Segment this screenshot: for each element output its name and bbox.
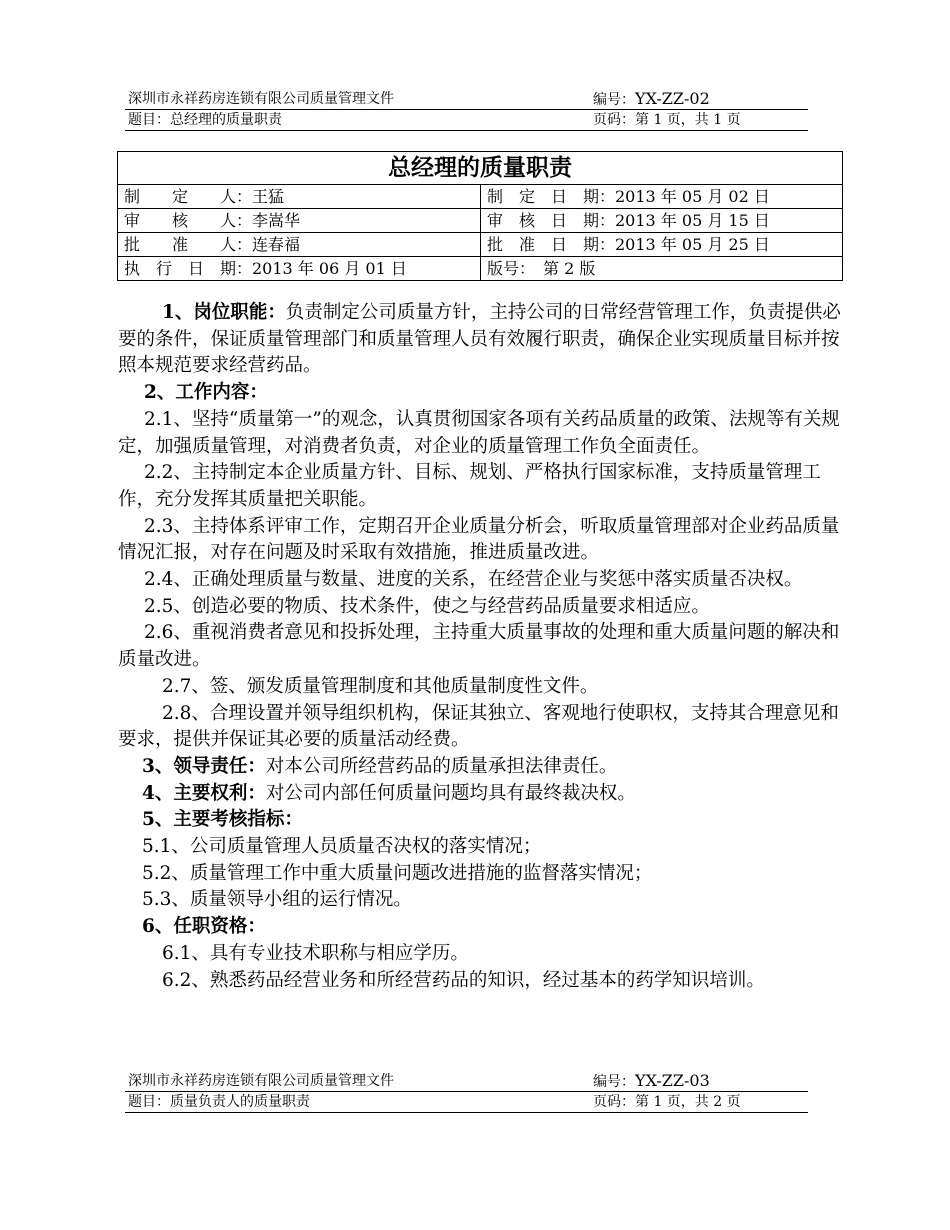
page-info: 页码：第 1 页，共 1 页 (593, 112, 741, 128)
paragraph-2-4: 2.4、正确处理质量与数量、进度的关系，在经营企业与奖惩中落实质量否决权。 (144, 569, 803, 591)
code-label: 编号： (593, 92, 635, 108)
document-code (593, 89, 710, 110)
paragraph-2-8: 2.8、合理设置并领导组织机构，保证其独立、客观地行使职权，支持其合理意见和要求，提供并保证其必要的质量活动经费。 (118, 702, 839, 751)
drafter-cell: 制 定 人：王猛 (118, 185, 481, 209)
paragraph-2-7: 2.7、签、颁发质量管理制度和其他质量制度性文件。 (162, 675, 599, 697)
reviewer-cell: 审 核 人：李嵩华 (118, 209, 481, 233)
section-4-title: 4、主要权利： (142, 782, 266, 804)
section-1 (118, 300, 846, 380)
document-info-table (117, 151, 843, 281)
section-4-text: 对公司内部任何质量问题均具有最终裁决权。 (265, 782, 636, 804)
paragraph-2-2: 2.2、主持制定本企业质量方针、目标、规划、严格执行国家标准，支持质量管理工作，充分发挥其质量把关职能。 (118, 462, 821, 510)
section-2 (118, 380, 846, 407)
paragraph-6-2: 6.2、熟悉药品经营业务和所经营药品的知识，经过基本的药学知识培训。 (162, 969, 765, 991)
section-2-title: 2、工作内容： (144, 382, 268, 404)
approver-cell: 批 准 人：连春福 (118, 233, 481, 257)
document-subject: 题目：总经理的质量职责 (128, 112, 282, 128)
section-3-text: 对本公司所经营药品的质量承担法律责任。 (265, 755, 618, 777)
next-header-row-company (125, 1071, 808, 1092)
document-title: 总经理的质量职责 (118, 152, 843, 185)
paragraph-5-1: 5.1、公司质量管理人员质量否决权的落实情况； (142, 836, 542, 858)
paragraph-6-1: 6.1、具有专业技术职称与相应学历。 (162, 942, 469, 964)
paragraph-2-5: 2.5、创造必要的物质、技术条件，使之与经营药品质量要求相适应。 (144, 595, 710, 617)
header-row-company (125, 89, 808, 110)
section-5 (118, 807, 846, 834)
next-header-row-subject (125, 1092, 808, 1113)
review-date-cell: 审 核 日 期：2013 年 05 月 15 日 (481, 209, 843, 233)
section-3-title: 3、领导责任： (142, 755, 266, 777)
next-code-value: YX-ZZ-03 (635, 1071, 710, 1090)
paragraph-2-1: 2.1、坚持“质量第一”的观念，认真贯彻国家各项有关药品质量的政策、法规等有关规定，加强质量管理，对消费者负责，对企业的质量管理工作负全面责任。 (118, 408, 840, 457)
header-row-subject (125, 110, 808, 131)
section-4 (118, 781, 846, 808)
section-6-title: 6、任职资格： (142, 916, 266, 938)
section-6 (118, 914, 846, 941)
paragraph-2-3: 2.3、主持体系评审工作，定期召开企业质量分析会，听取质量管理部对企业药品质量情况汇报，对存在问题及时采取有效措施，推进质量改进。 (118, 515, 840, 564)
section-1-title: 1、岗位职能： (162, 302, 286, 323)
next-page-info: 页码：第 1 页，共 2 页 (593, 1094, 741, 1110)
exec-date-cell: 执 行 日 期：2013 年 06 月 01 日 (118, 257, 481, 281)
paragraph-5-2: 5.2、质量管理工作中重大质量问题改进措施的监督落实情况； (142, 862, 653, 884)
next-company-name: 深圳市永祥药房连锁有限公司质量管理文件 (128, 1073, 394, 1089)
company-name: 深圳市永祥药房连锁有限公司质量管理文件 (128, 91, 394, 107)
approve-date-cell: 批 准 日 期：2013 年 05 月 25 日 (481, 233, 843, 257)
code-value: YX-ZZ-02 (635, 89, 710, 108)
paragraph-5-3: 5.3、质量领导小组的运行情况。 (142, 889, 412, 911)
section-1-text: 负责制定公司质量方针，主持公司的日常经营管理工作，负责提供必要的条件，保证质量管理部门和质量管理人员有效履行职责，确保企业实现质量目标并按照本规范要求经营药品。 (118, 302, 841, 377)
paragraph-2-6: 2.6、重视消费者意见和投拆处理，主持重大质量事故的处理和重大质量问题的解决和质量改进。 (118, 622, 840, 671)
next-document-code (593, 1071, 710, 1092)
document-body (118, 300, 846, 994)
document-header-next (125, 1071, 808, 1113)
next-code-label: 编号： (593, 1074, 635, 1090)
draft-date-cell: 制 定 日 期：2013 年 05 月 02 日 (481, 185, 843, 209)
next-document-subject: 题目：质量负责人的质量职责 (128, 1094, 310, 1110)
document-header-top (125, 89, 808, 131)
section-5-title: 5、主要考核指标： (142, 809, 303, 831)
section-3 (118, 754, 846, 781)
version-cell: 版号： 第 2 版 (481, 257, 843, 281)
